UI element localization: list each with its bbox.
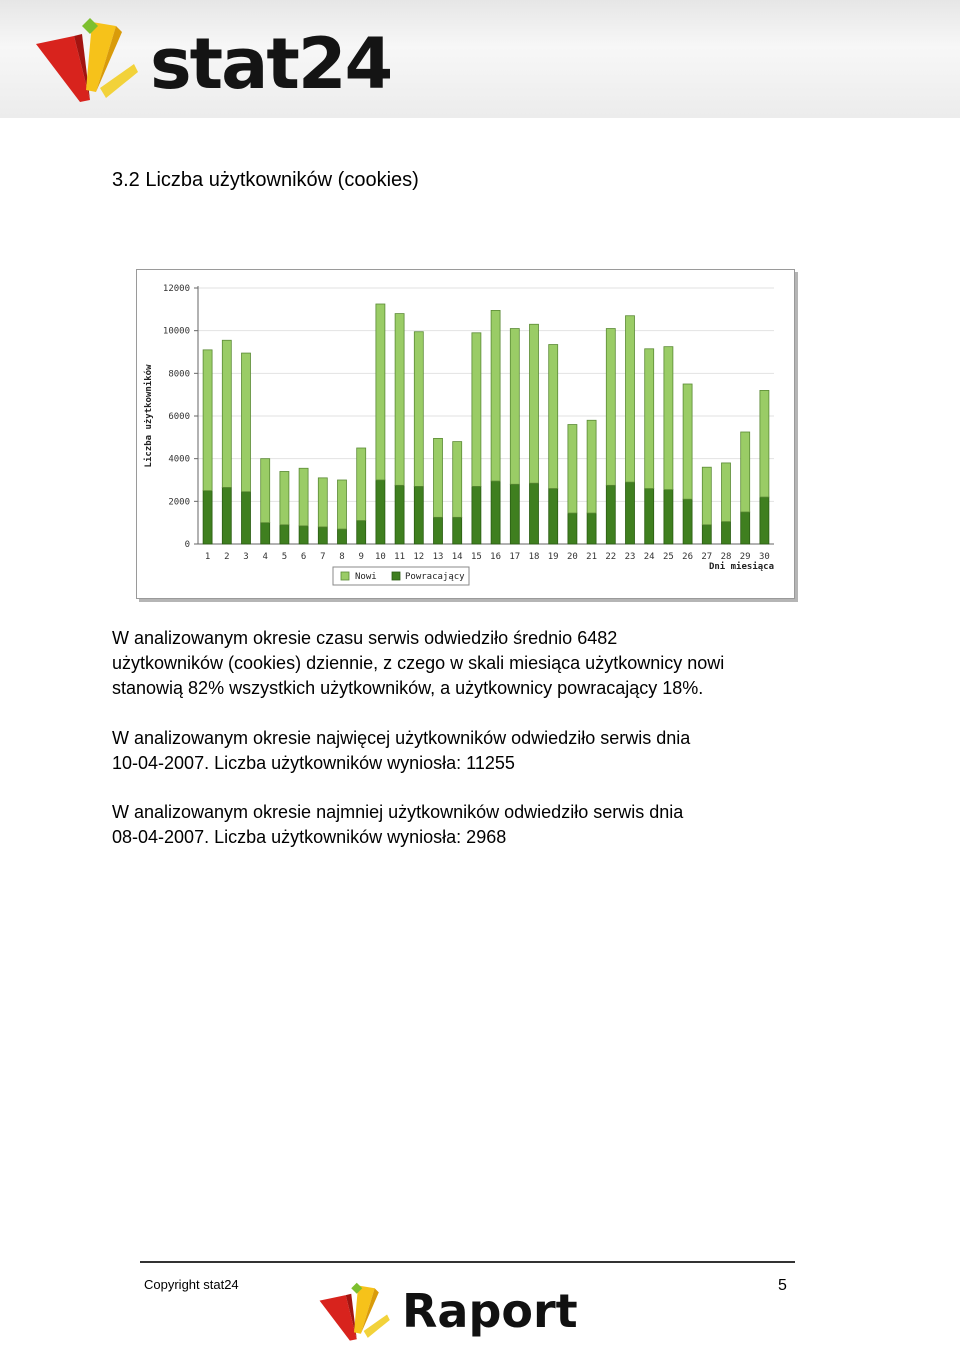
x-tick-label: 22 [605, 552, 617, 562]
bar-powracajacy [549, 489, 558, 544]
x-tick-label: 13 [432, 552, 444, 562]
bar-powracajacy [760, 497, 769, 544]
x-tick-label: 5 [281, 552, 288, 562]
bar-nowi [530, 324, 539, 483]
legend-swatch-nowi [341, 572, 349, 580]
max-day-line: W analizowanym okresie najwięcej użytkowników odwiedziło serwis dnia [112, 728, 691, 748]
bar-powracajacy [338, 529, 347, 544]
bar-powracajacy [510, 484, 519, 544]
max-day-paragraph [112, 726, 812, 776]
bar-powracajacy [722, 522, 731, 544]
x-tick-label: 23 [624, 552, 636, 562]
y-tick-label: 6000 [168, 412, 190, 422]
x-tick-label: 26 [682, 552, 694, 562]
bar-nowi [376, 304, 385, 480]
bar-powracajacy [472, 486, 481, 544]
x-tick-label: 25 [662, 552, 674, 562]
legend-label-nowi: Nowi [355, 572, 377, 582]
footer-divider [140, 1261, 795, 1263]
section-title: 3.2 Liczba użytkowników (cookies) [112, 169, 419, 191]
bar-nowi [453, 442, 462, 518]
x-tick-label: 7 [320, 552, 326, 562]
legend-label-powracajacy: Powracający [405, 572, 465, 582]
x-tick-label: 10 [374, 552, 386, 562]
bar-nowi [203, 350, 212, 491]
x-tick-label: 30 [758, 552, 770, 562]
page-header [0, 0, 960, 118]
x-tick-label: 14 [451, 552, 463, 562]
y-tick-label: 12000 [162, 284, 190, 294]
summary-line: użytkowników (cookies) dziennie, z czego w skali miesiąca użytkownicy nowi [112, 653, 725, 673]
x-tick-label: 1 [204, 552, 211, 562]
y-tick-label: 0 [184, 540, 190, 550]
min-day-line: 08-04-2007. Liczba użytkowników wyniosła: 2968 [112, 827, 507, 847]
bar-powracajacy [606, 485, 615, 544]
bar-nowi [549, 345, 558, 489]
y-axis-title: Liczba użytkowników [144, 364, 154, 468]
bar-powracajacy [280, 525, 289, 544]
bar-nowi [280, 471, 289, 524]
bar-nowi [587, 420, 596, 513]
bar-powracajacy [414, 486, 423, 544]
bar-nowi [357, 448, 366, 521]
raport-logo-icon [313, 1280, 395, 1342]
bar-powracajacy [683, 499, 692, 544]
x-tick-label: 21 [586, 552, 598, 562]
y-tick-label: 8000 [168, 369, 190, 380]
bar-nowi [568, 425, 577, 514]
bar-powracajacy [530, 483, 539, 544]
bar-powracajacy [222, 487, 231, 544]
bar-nowi [491, 310, 500, 481]
x-tick-label: 15 [470, 552, 482, 562]
bar-nowi [318, 478, 327, 527]
x-tick-label: 24 [643, 552, 655, 562]
bar-powracajacy [568, 513, 577, 544]
x-tick-label: 9 [358, 552, 364, 562]
x-tick-label: 17 [509, 552, 521, 562]
min-day-paragraph [112, 800, 812, 850]
bar-nowi [510, 329, 519, 485]
bar-nowi [741, 432, 750, 512]
bar-powracajacy [434, 517, 443, 544]
x-tick-label: 11 [394, 552, 406, 562]
summary-line: stanowią 82% wszystkich użytkowników, a użytkownicy powracający 18%. [112, 678, 704, 698]
x-tick-label: 20 [566, 552, 578, 562]
x-tick-label: 18 [528, 552, 540, 562]
bar-nowi [702, 467, 711, 525]
bar-nowi [645, 349, 654, 489]
x-tick-label: 29 [739, 552, 751, 562]
x-tick-label: 4 [262, 552, 268, 562]
bar-nowi [683, 384, 692, 499]
bar-powracajacy [357, 521, 366, 544]
bar-powracajacy [587, 513, 596, 544]
bar-powracajacy [491, 481, 500, 544]
bar-powracajacy [203, 491, 212, 544]
y-tick-label: 10000 [162, 326, 190, 337]
bar-powracajacy [741, 512, 750, 544]
summary-paragraph [112, 626, 812, 701]
x-axis-title: Dni miesiąca [708, 562, 774, 572]
bar-nowi [414, 332, 423, 487]
bar-nowi [434, 438, 443, 517]
bar-nowi [664, 347, 673, 490]
copyright-text: Copyright stat24 [144, 1277, 239, 1292]
bar-powracajacy [664, 490, 673, 544]
x-tick-label: 6 [300, 552, 307, 562]
x-tick-label: 28 [720, 552, 732, 562]
bar-nowi [261, 459, 270, 523]
bar-powracajacy [395, 485, 404, 544]
y-tick-label: 2000 [168, 497, 190, 508]
bar-powracajacy [318, 527, 327, 544]
x-tick-label: 27 [701, 552, 713, 562]
bar-powracajacy [453, 517, 462, 544]
bar-nowi [722, 463, 731, 522]
raport-wordmark: Raport [402, 1284, 578, 1338]
max-day-line: 10-04-2007. Liczba użytkowników wyniosła: 11255 [112, 753, 515, 773]
bar-nowi [626, 316, 635, 482]
bar-powracajacy [242, 492, 251, 544]
bar-nowi [395, 314, 404, 486]
x-tick-label: 2 [224, 552, 230, 562]
bar-nowi [472, 333, 481, 487]
x-tick-label: 8 [339, 552, 345, 562]
bar-nowi [299, 468, 308, 526]
x-tick-label: 16 [490, 552, 502, 562]
bar-powracajacy [261, 523, 270, 544]
min-day-line: W analizowanym okresie najmniej użytkowników odwiedziło serwis dnia [112, 802, 684, 822]
legend-swatch-powracajacy [392, 572, 400, 580]
bar-nowi [222, 340, 231, 487]
users-chart-svg [137, 270, 794, 598]
stat24-logo-icon [30, 14, 142, 104]
bar-nowi [338, 480, 347, 529]
bar-powracajacy [702, 525, 711, 544]
x-tick-label: 3 [243, 552, 249, 562]
bar-nowi [242, 353, 251, 492]
summary-line: W analizowanym okresie czasu serwis odwiedziło średnio 6482 [112, 628, 618, 648]
x-tick-label: 19 [547, 552, 559, 562]
stat24-wordmark: stat24 [150, 23, 392, 105]
bar-nowi [760, 390, 769, 497]
bar-powracajacy [645, 489, 654, 544]
bar-powracajacy [626, 482, 635, 544]
users-chart [136, 269, 795, 599]
bar-nowi [606, 329, 615, 486]
bar-powracajacy [299, 526, 308, 544]
page-number: 5 [778, 1277, 787, 1294]
bar-powracajacy [376, 480, 385, 544]
x-tick-label: 12 [413, 552, 425, 562]
y-tick-label: 4000 [168, 454, 190, 465]
